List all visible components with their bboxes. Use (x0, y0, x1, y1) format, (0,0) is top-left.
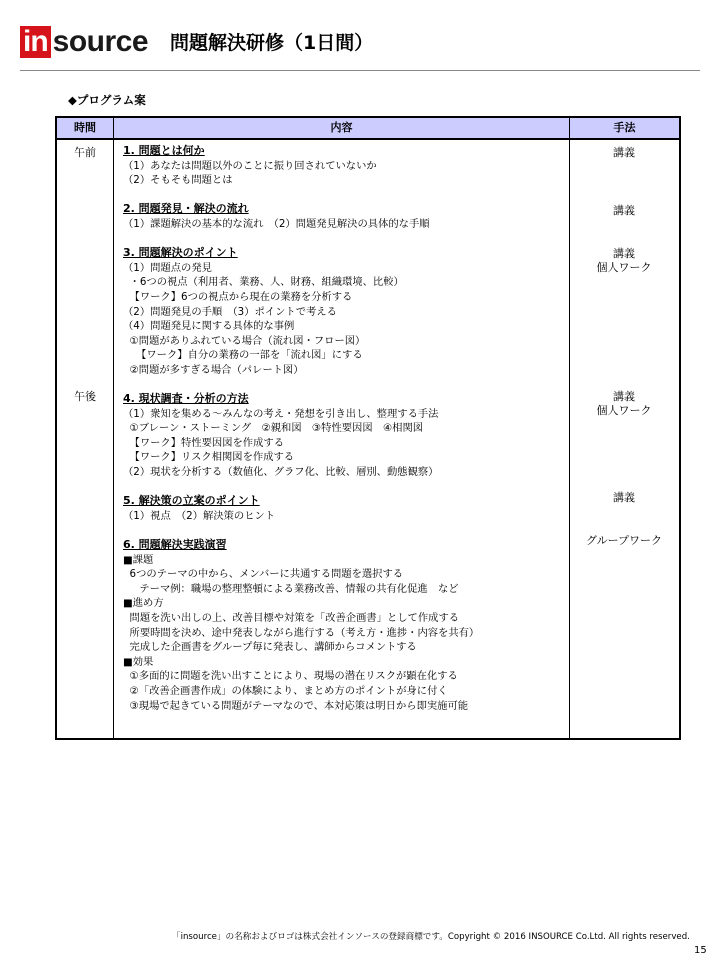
section-1 (123, 144, 563, 188)
section-title: 6. 問題解決実践演習 (123, 538, 227, 552)
section-line: （1）衆知を集める～みんなの考え・発想を引き出し、整理する手法 (123, 407, 439, 420)
section-line: 6つのテーマの中から、メンバーに共通する問題を選択する (123, 568, 404, 581)
method-section-1: 講義 (613, 146, 635, 159)
method-section-3: 講義 (613, 247, 635, 260)
section-4 (123, 392, 563, 480)
section-line: 問題を洗い出しの上、改善目標や対策を「改善企画書」として作成する (123, 612, 460, 624)
page-number: 15 (694, 945, 707, 956)
header-method: 手法 (613, 121, 636, 134)
section-line: 所要時間を決め、途中発表しながら進行する（考え方・進捗・内容を共有） (123, 626, 480, 639)
section-line: 完成した企画書をグループ毎に発表し、講師からコメントする (123, 641, 417, 654)
column-divider-time (113, 118, 114, 738)
section-title: 1. 問題とは何か (123, 144, 205, 157)
logo-wordmark: source (52, 25, 149, 58)
section-title: 3. 問題解決のポイント (123, 246, 238, 260)
section-line: （1）課題解決の基本的な流れ （2）問題発見解決の具体的な手順 (123, 217, 430, 230)
section-line: （4）問題発見に関する具体的な事例 (123, 320, 295, 333)
logo-in-mark: in (20, 26, 51, 58)
insource-logo (20, 26, 148, 58)
section-line: （2）現状を分析する（数値化、グラフ化、比較、層別、動態観察） (123, 466, 439, 479)
section-title: 4. 現状調査・分析の方法 (123, 392, 249, 406)
section-line: （1）問題点の発見 (123, 261, 212, 274)
time-morning: 午前 (74, 146, 96, 159)
section-6 (123, 538, 563, 713)
table-header-row (57, 118, 679, 140)
section-line: 【ワーク】特性要因図を作成する (123, 436, 284, 449)
program-content (123, 144, 563, 728)
section-title: 2. 問題発見・解決の流れ (123, 202, 249, 216)
section-line: ・6つの視点（利用者、業務、人、財務、組織環境、比較） (123, 276, 404, 289)
section-line: ■進め方 (123, 597, 164, 610)
section-line: ■課題 (123, 553, 154, 566)
section-line: 【ワーク】6つの視点から現在の業務を分析する (123, 290, 353, 303)
program-table (55, 116, 681, 740)
section-line: ②問題が多すぎる場合（パレート図） (123, 363, 304, 376)
section-line: （1）視点 （2）解決策のヒント (123, 509, 276, 522)
page-header (20, 22, 700, 72)
copyright-footer: 「insource」の名称およびロゴは株式会社インソースの登録商標です。Copyright © 2016 INSOURCE Co.Ltd. All rights reserved. (172, 932, 690, 942)
section-line: （1）あなたは問題以外のことに振り回されていないか (123, 159, 377, 172)
section-line: ②「改善企画書作成」の体験により、まとめ方のポイントが身に付く (123, 684, 448, 697)
section-line: ③現場で起きている問題がテーマなので、本対応策は明日から即実施可能 (123, 699, 469, 712)
section-line: ①ブレーン・ストーミング ②親和図 ③特性要因図 ④相関図 (123, 422, 424, 435)
section-line: テーマ例：職場の整理整頓による業務改善、情報の共有化促進 など (123, 582, 459, 595)
time-afternoon: 午後 (74, 390, 96, 403)
method-section-3-work: 個人ワーク (596, 261, 652, 274)
method-section-6: グループワーク (585, 534, 663, 547)
section-line: ①問題がありふれている場合（流れ図・フロー図） (123, 334, 366, 347)
method-section-5: 講義 (613, 491, 635, 504)
section-3 (123, 246, 563, 377)
section-line: （2）そもそも問題とは (123, 174, 233, 187)
method-section-4: 講義 (613, 390, 635, 403)
program-subtitle: ◆プログラム案 (68, 93, 146, 107)
page-title: 問題解決研修（1日間） (170, 32, 374, 54)
header-divider (20, 70, 700, 71)
section-line: ①多面的に問題を洗い出すことにより、現場の潜在リスクが顕在化する (123, 670, 458, 683)
section-line: 【ワーク】リスク相関図を作成する (123, 451, 295, 464)
section-5 (123, 494, 563, 523)
header-content: 内容 (330, 121, 353, 134)
section-line: ■効果 (123, 655, 154, 668)
header-time: 時間 (74, 121, 96, 134)
section-line: 【ワーク】自分の業務の一部を「流れ図」にする (123, 349, 363, 362)
method-section-2: 講義 (613, 204, 635, 217)
section-line: （2）問題発見の手順 （3）ポイントで考える (123, 305, 337, 318)
section-2 (123, 202, 563, 231)
section-title: 5. 解決策の立案のポイント (123, 494, 260, 508)
method-section-4-work: 個人ワーク (596, 404, 652, 417)
